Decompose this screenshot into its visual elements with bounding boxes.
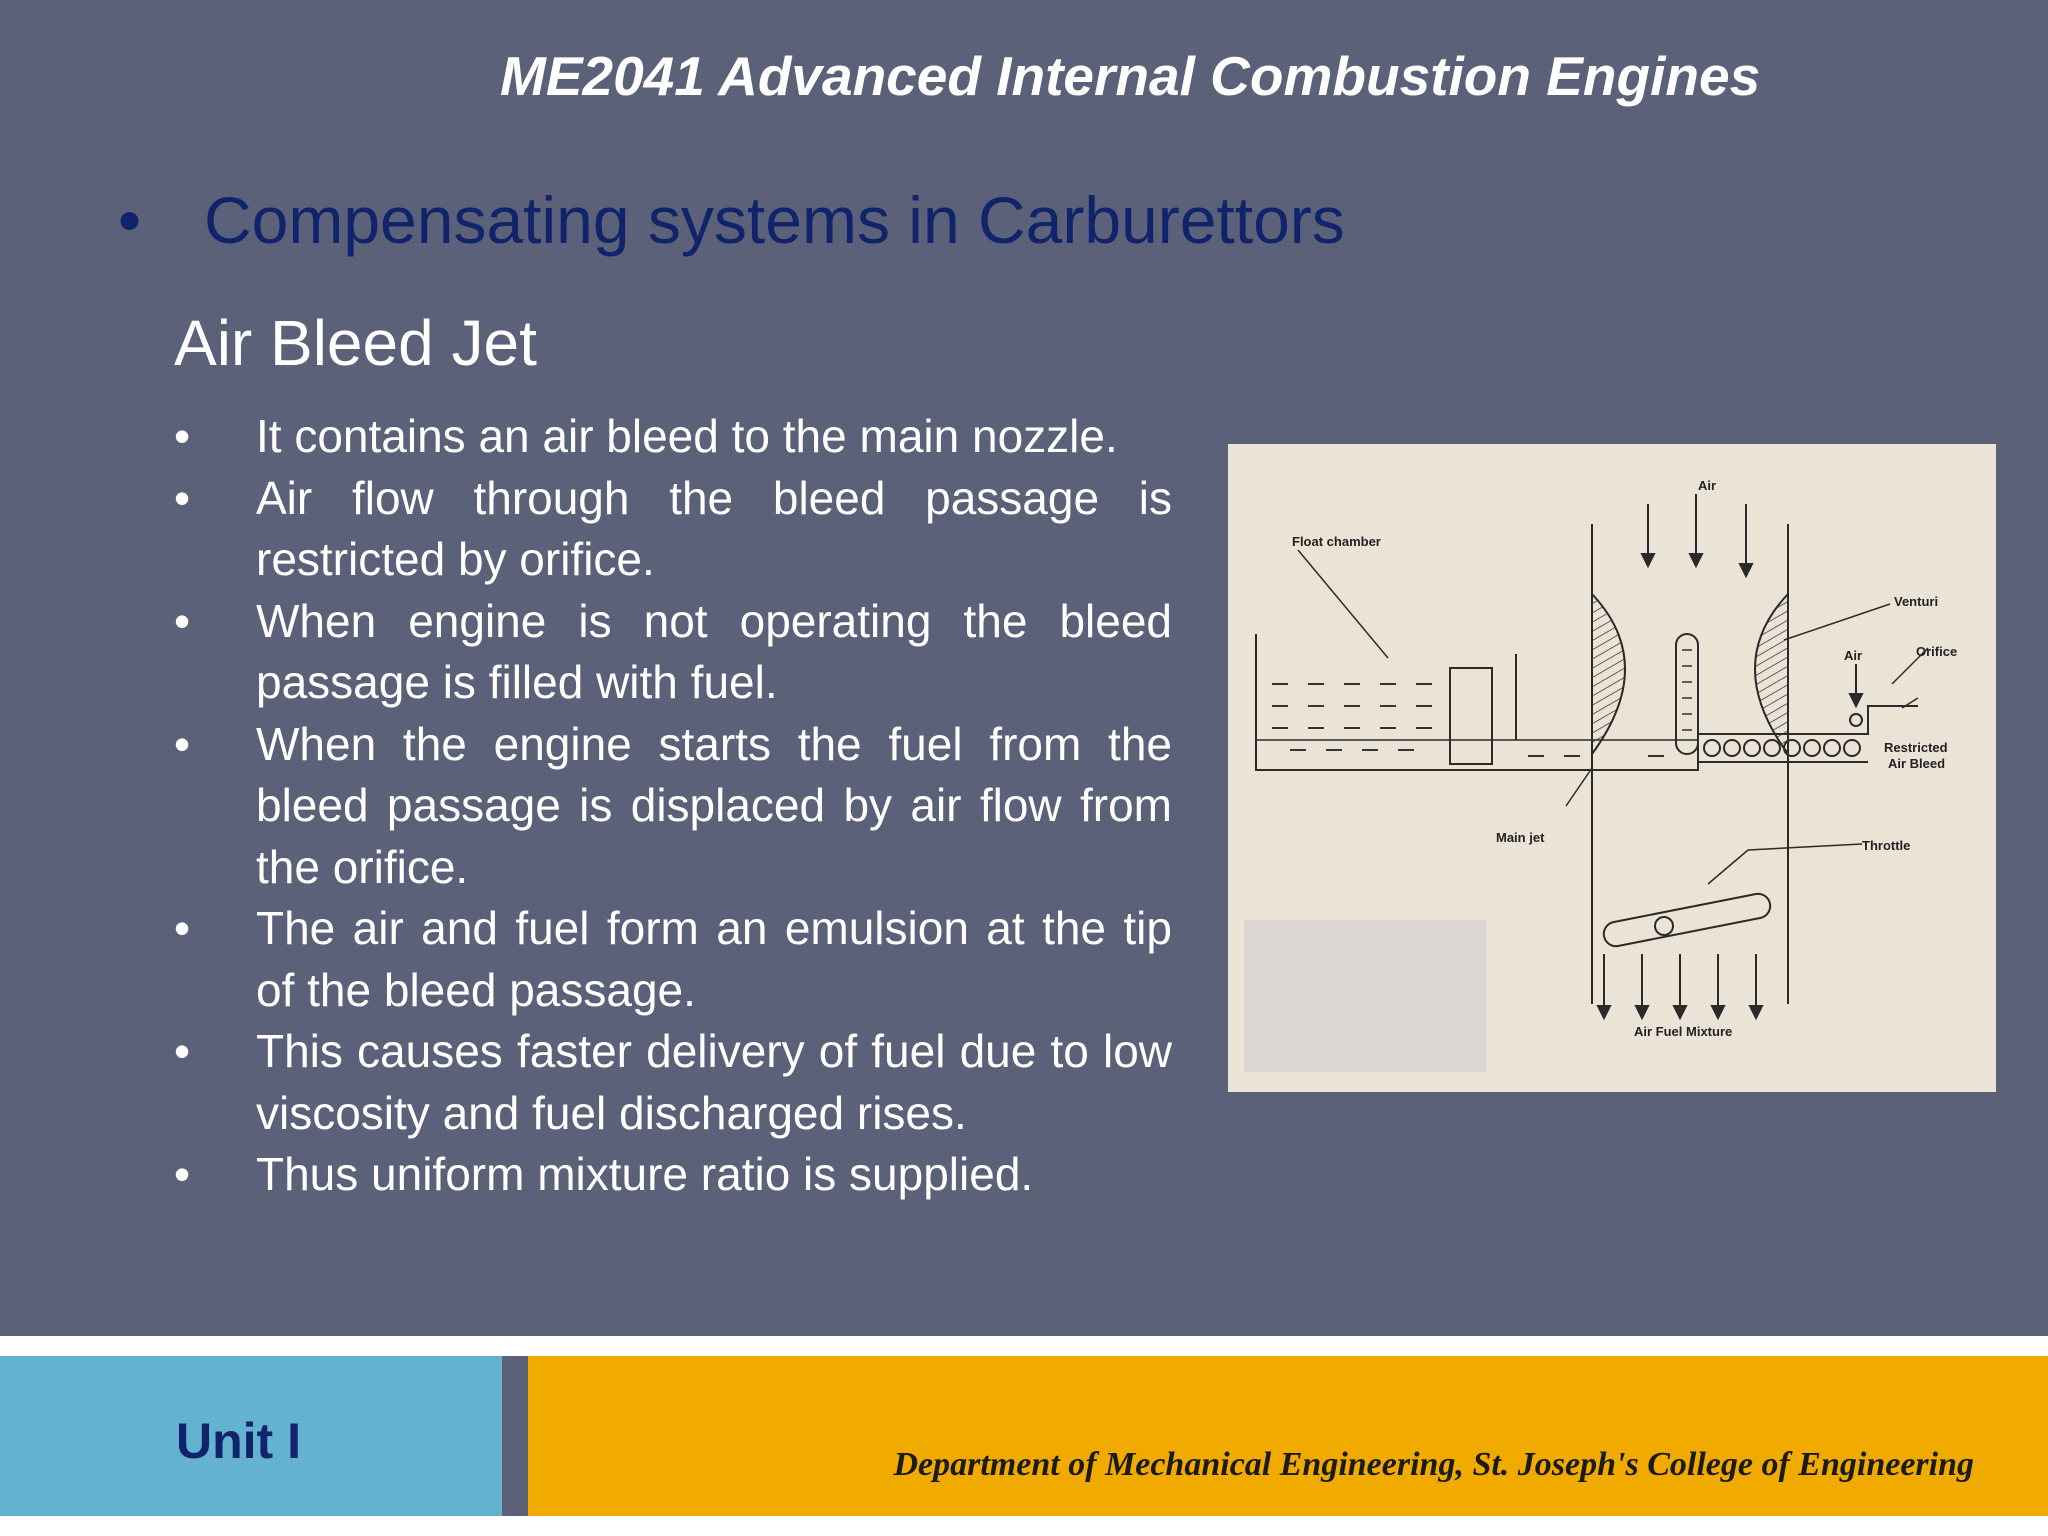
label-orifice: Orifice [1916,644,1958,659]
subtitle: Air Bleed Jet [174,307,537,379]
label-restricted: Restricted [1884,740,1948,755]
bullet-item [174,1144,1172,1206]
bullet-symbol: • [174,717,191,770]
footer-department-text: Department of Mechanical Engineering, St. Joseph's College of Engineering [893,1446,1974,1483]
bullet-item [174,714,1172,899]
diagram-svg [1228,444,1996,1092]
bullet-symbol: • [174,594,191,647]
bullet-text: When the engine starts the fuel from the bleed passage is displaced by air flow from the orifice. [256,717,1172,893]
header-title: ME2041 Advanced Internal Combustion Engines [500,45,1761,107]
faded-patch [1244,920,1486,1072]
bullet-symbol: • [174,1148,191,1200]
label-venturi: Venturi [1894,594,1939,609]
label-air-bleed: Air Bleed [1888,756,1946,771]
bullet-text: The air and fuel form an emulsion at the tip of the bleed passage. [256,902,1172,1016]
bullet-text: Air flow through the bleed passage is restricted by orifice. [256,471,1172,585]
heading-bullet: • [118,183,142,257]
footer-bottom-strip [0,1516,2048,1536]
bullet-item [174,1021,1172,1144]
label-float-chamber: Float chamber [1292,534,1381,549]
label-air-side: Air [1844,648,1863,663]
bullet-item [174,898,1172,1021]
bullet-symbol: • [174,410,191,462]
label-air-fuel-mixture: Air Fuel Mixture [1634,1024,1733,1039]
bullet-symbol: • [174,471,191,524]
carburettor-diagram [1228,444,1996,1092]
bullet-item [174,468,1172,591]
footer-unit-label: Unit I [176,1413,301,1469]
footer-department-panel [528,1356,2048,1516]
heading-text: Compensating systems in Carburettors [204,183,1345,257]
label-air-top: Air [1698,478,1717,493]
footer-divider [0,1336,2048,1356]
bullet-list [174,406,1172,1206]
label-main-jet: Main jet [1496,830,1545,845]
bullet-text: It contains an air bleed to the main nozzle. [256,410,1118,462]
bullet-text: Thus uniform mixture ratio is supplied. [256,1148,1034,1200]
bullet-item [174,591,1172,714]
bullet-item [174,406,1172,468]
bullet-text: When engine is not operating the bleed passage is filled with fuel. [256,594,1172,708]
bullet-text: This causes faster delivery of fuel due to low viscosity and fuel discharged rises. [256,1025,1172,1139]
bullet-symbol: • [174,1025,191,1077]
label-throttle: Throttle [1862,838,1911,853]
bullet-symbol: • [174,902,191,954]
